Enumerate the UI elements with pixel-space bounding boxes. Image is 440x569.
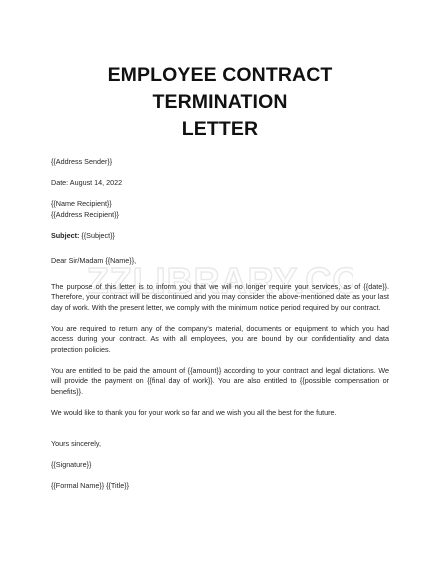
paragraph-notice: The purpose of this letter is to inform you that we will no longer require your services, as of {{date}}. Therefore, your contract will be discontinued and you may consider the above-mentioned date as your last day of work. With the present letter, we comply with the minimum notice period required by our contract.	[51, 281, 389, 312]
recipient-block	[51, 199, 389, 220]
letter-date: Date: August 14, 2022	[51, 178, 123, 187]
letter-body	[51, 157, 389, 492]
paragraph-return-materials: You are required to return any of the company's material, documents or equipment to which you had access during your contract. As with all employees, you are bound by our confidentiality and data protection policies.	[51, 323, 389, 354]
address-sender: {{Address Sender}}	[51, 157, 113, 166]
paragraph-thanks: We would like to thank you for your work so far and we wish you all the best for the future.	[51, 407, 337, 417]
name-recipient: {{Name Recipient}}	[51, 199, 112, 208]
subject-line	[51, 231, 389, 242]
letter-title	[51, 0, 389, 143]
subject-value: {{Subject}}	[79, 230, 115, 240]
salutation: Dear Sir/Madam {{Name}},	[51, 256, 137, 265]
formal-name-title: {{Formal Name}} {{Title}}	[51, 481, 130, 490]
signature: {{Signature}}	[51, 460, 92, 469]
paragraph-payment: You are entitled to be paid the amount of {{amount}} according to your contract and legal dictations. We will provide the payment on {{final day of work}}. You are also entitled to {{possible compensation or benefits}}.	[51, 365, 389, 396]
title-line-2: LETTER	[181, 118, 259, 140]
address-recipient: {{Address Recipient}}	[51, 209, 119, 219]
title-line-1: EMPLOYEE CONTRACT TERMINATION	[107, 64, 333, 113]
watermark-text: ZZLIBRARY.CO	[88, 260, 353, 301]
subject-label: Subject:	[51, 230, 80, 240]
closing: Yours sincerely,	[51, 439, 101, 448]
